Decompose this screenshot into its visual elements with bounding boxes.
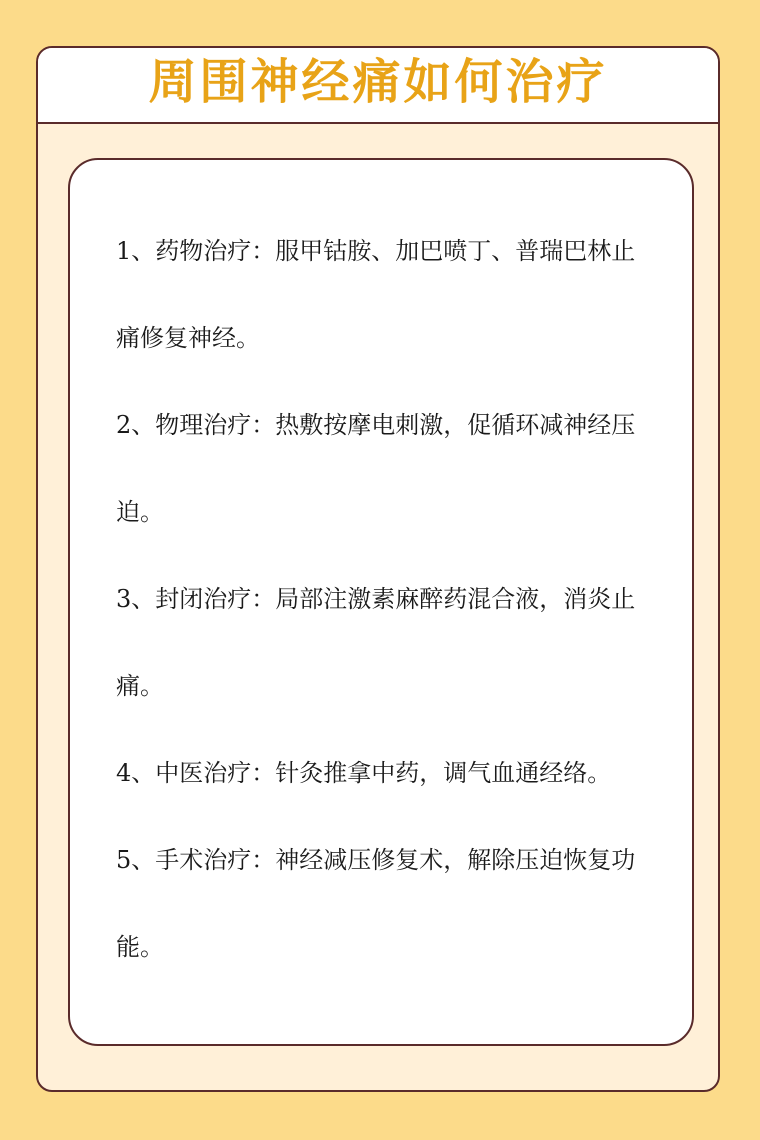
title-bar — [38, 48, 718, 124]
card — [36, 46, 720, 1092]
item-text: 、封闭治疗：局部注激素麻醉药混合液，消炎止痛。 — [116, 585, 636, 700]
item-text: 、物理治疗：热敷按摩电刺激，促循环减神经压迫。 — [116, 411, 636, 526]
item-text: 、手术治疗：神经减压修复术，解除压迫恢复功能。 — [116, 846, 636, 961]
item-number: 4 — [116, 759, 132, 787]
item-text: 、中医治疗：针灸推拿中药，调气血通经络。 — [131, 759, 612, 787]
item-number: 2 — [116, 411, 132, 439]
list-item — [116, 730, 656, 817]
item-number: 5 — [116, 846, 132, 874]
list-item — [116, 382, 656, 556]
list-item — [116, 556, 656, 730]
treatment-list — [116, 208, 656, 991]
list-item — [116, 208, 656, 382]
list-item — [116, 817, 656, 991]
item-number: 3 — [116, 585, 132, 613]
page-title: 周围神经痛如何治疗 — [148, 54, 608, 110]
content-panel — [68, 158, 694, 1046]
item-text: 、药物治疗：服甲钴胺、加巴喷丁、普瑞巴林止痛修复神经。 — [116, 237, 636, 352]
item-number: 1 — [116, 237, 132, 265]
